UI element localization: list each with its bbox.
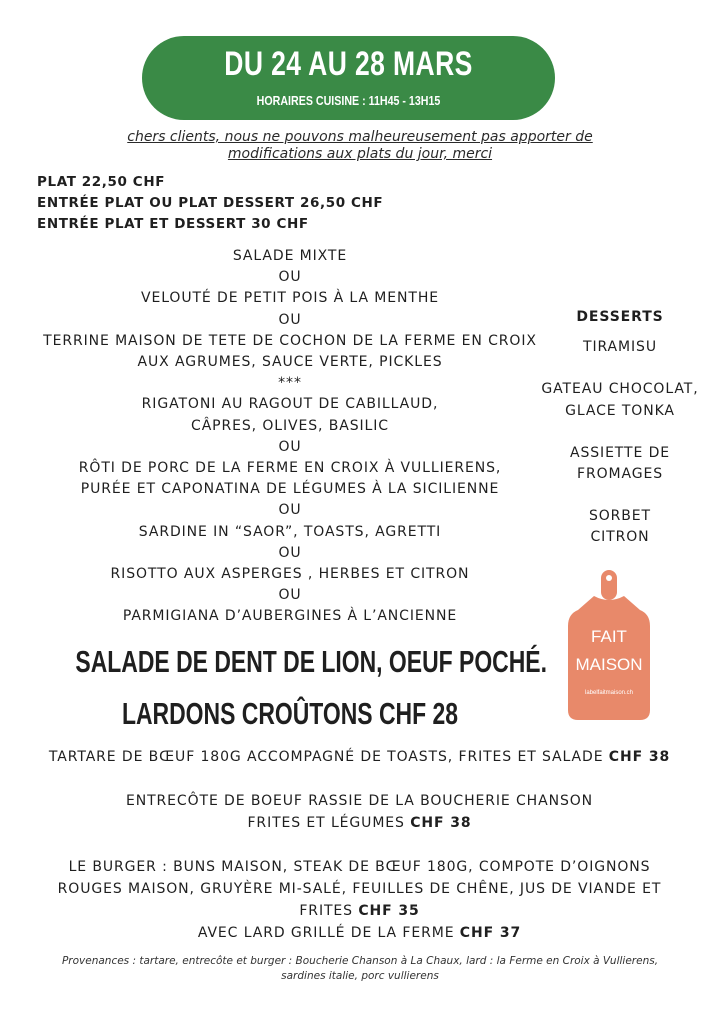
menu-line: OU (278, 311, 302, 328)
logo-word-fait: FAIT (591, 627, 627, 646)
notice-line: chers clients, nous ne pouvons malheureusement pas apporter de (127, 129, 593, 145)
menu-line: PURÉE ET CAPONATINA DE LÉGUMES À LA SICILIENNE (80, 481, 500, 498)
dessert-item (535, 379, 705, 421)
desserts-column (535, 307, 705, 570)
menu-line: AUX AGRUMES, SAUCE VERTE, PICKLES (137, 354, 443, 371)
provenance-line: sardines italie, porc vullierens (281, 970, 439, 982)
price-two-courses: ENTRÉE PLAT OU PLAT DESSERT 26,50 CHF (37, 195, 384, 211)
customer-notice (60, 129, 660, 163)
logo-word-maison: MAISON (575, 655, 643, 674)
notice-line: modifications aux plats du jour, merci (227, 146, 493, 162)
kitchen-hours: HORAIRES CUISINE : 11H45 - 13H15 (256, 93, 441, 108)
menu-line: *** (278, 375, 302, 392)
menu-line: OU (278, 544, 302, 561)
entrecote-price: CHF 38 (410, 815, 472, 831)
dessert-name: GATEAU CHOCOLAT, (541, 381, 699, 398)
board-hole (606, 575, 612, 581)
menu-line: VELOUTÉ DE PETIT POIS À LA MENTHE (140, 290, 439, 307)
special-dish-line-2: LARDONS CROÛTONS CHF 28 (121, 696, 459, 731)
menu-line: SALADE MIXTE (232, 248, 348, 264)
dessert-name: TIRAMISU (583, 339, 657, 356)
menu-line: RISOTTO AUX ASPERGES , HERBES ET CITRON (110, 566, 470, 583)
entrecote-item (0, 790, 719, 834)
provenance-note (30, 954, 690, 984)
dessert-name: CITRON (590, 529, 650, 546)
burger-line: AVEC LARD GRILLÉ DE LA FERME (197, 925, 460, 941)
daily-menu (20, 246, 560, 628)
burger-price: CHF 35 (358, 903, 420, 919)
banner-title: DU 24 AU 28 MARS (224, 45, 473, 83)
menu-line: OU (278, 587, 302, 604)
dessert-item (535, 337, 705, 358)
entrecote-line: ENTRECÔTE DE BOEUF RASSIE DE LA BOUCHERIE CHANSON (125, 793, 594, 809)
provenance-line: Provenances : tartare, entrecôte et burger : Boucherie Chanson à La Chaux, lard : la Ferme en Croix à Vullierens, (61, 955, 659, 967)
menu-line: OU (278, 438, 302, 455)
menu-line: PARMIGIANA D’AUBERGINES À L’ANCIENNE (122, 608, 458, 625)
menu-line: CÂPRES, OLIVES, BASILIC (191, 417, 389, 434)
dessert-name: SORBET (588, 508, 652, 525)
menu-line: RÔTI DE PORC DE LA FERME EN CROIX À VULLIERENS, (78, 460, 502, 477)
burger-line: LE BURGER : BUNS MAISON, STEAK DE BŒUF 180G, COMPOTE D’OIGNONS (68, 859, 651, 875)
desserts-heading: DESSERTS (576, 309, 664, 325)
menu-line: TERRINE MAISON DE TETE DE COCHON DE LA FERME EN CROIX (43, 332, 537, 349)
menu-line: RIGATONI AU RAGOUT DE CABILLAUD, (141, 396, 439, 413)
dessert-item (535, 443, 705, 485)
price-plat: PLAT 22,50 CHF (37, 174, 166, 190)
price-three-courses: ENTRÉE PLAT ET DESSERT 30 CHF (37, 216, 309, 232)
board-handle (601, 570, 617, 600)
menu-line: OU (278, 269, 302, 286)
date-banner (142, 36, 555, 120)
fait-maison-logo (568, 570, 650, 720)
tartare-item (0, 746, 719, 768)
burger-lard-price: CHF 37 (459, 925, 522, 941)
dessert-name: ASSIETTE DE (569, 444, 670, 461)
burger-line: FRITES (299, 903, 359, 919)
entrecote-line: FRITES ET LÉGUMES (247, 815, 411, 831)
logo-url: labelfaitmaison.ch (584, 690, 634, 696)
menu-line: OU (278, 502, 302, 519)
tartare-price: CHF 38 (608, 749, 671, 765)
burger-line: ROUGES MAISON, GRUYÈRE MI-SALÉ, FEUILLES DE CHÊNE, JUS DE VIANDE ET (57, 881, 662, 897)
burger-item (0, 856, 719, 944)
menu-line: SARDINE IN “SAOR”, TOASTS, AGRETTI (138, 523, 442, 540)
dessert-name: FROMAGES (577, 466, 663, 483)
special-dish-line-1: SALADE DE DENT DE LION, OEUF POCHÉ. (75, 644, 547, 679)
formula-prices (37, 172, 383, 235)
tartare-text: TARTARE DE BŒUF 180G ACCOMPAGNÉ DE TOASTS, FRITES ET SALADE (48, 749, 609, 765)
dessert-name: GLACE TONKA (565, 402, 675, 419)
dessert-item (535, 506, 705, 548)
